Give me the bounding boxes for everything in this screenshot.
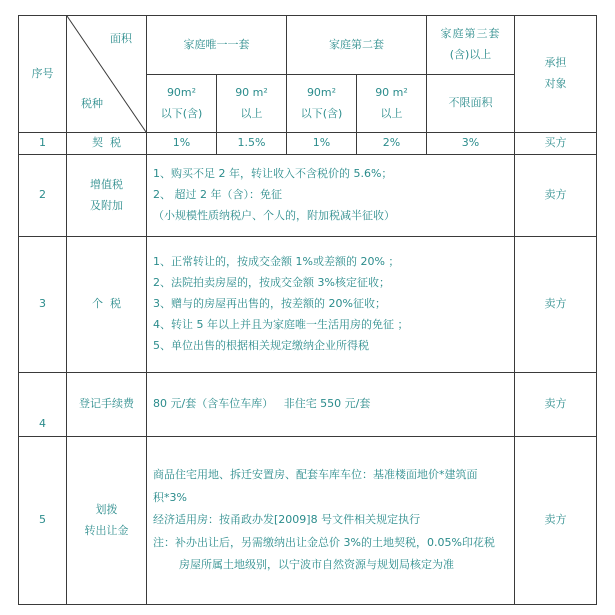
row-description: 80 元/套（含车位车库） 非住宅 550 元/套 [147,373,515,437]
header-area: 面积 [110,32,132,45]
header-diagonal-cell [67,16,147,133]
row-description: 商品住宅用地、拆迁安置房、配套车库车位：基准楼面地价*建筑面 积*3% 经济适用房：按甬政办发[2009]8 号文件相关规定执行 注：补办出让后，另需缴纳出让金总价 3%的土地契税，0.05%印花税 房屋所属土地级别，以宁波市自然资源与规划局核定为准 [147,437,515,605]
rate-cell: 1% [287,133,357,155]
row-payer: 买方 [515,133,597,155]
row-name: 划拨 转出让金 [67,437,147,605]
header-sub-d: 90 m² 以上 [357,75,427,133]
header-sub-c: 90m² 以下(含) [287,75,357,133]
row-seq: 4 [19,373,67,437]
row-name: 增值税 及附加 [67,155,147,237]
row-name: 个 税 [67,237,147,373]
table-row [19,437,597,605]
row-seq: 1 [19,133,67,155]
header-sub-e: 不限面积 [427,75,515,133]
table-row [19,237,597,373]
row-description: 1、正常转让的，按成交金额 1%或差额的 20% ； 2、法院拍卖房屋的，按成交金额 3%核定征收； 3、赠与的房屋再出售的，按差额的 20%征收； 4、转让 5 年以上并且为家庭唯一生活用房的免征 ； 5、单位出售的根据相关规定缴纳企业所得税 [147,237,515,373]
row-seq: 5 [19,437,67,605]
row-payer: 卖方 [515,237,597,373]
rate-cell: 2% [357,133,427,155]
header-second-home: 家庭第二套 [287,16,427,75]
row-description: 1、购买不足 2 年，转让收入不含税价的 5.6%； 2、 超过 2 年（含）：免征 （小规模性质纳税户、个人的，附加税减半征收） [147,155,515,237]
table-row [19,373,597,437]
header-tax-type: 税种 [81,97,103,111]
header-sub-b: 90 m² 以上 [217,75,287,133]
header-sub-a: 90m² 以下(含) [147,75,217,133]
row-seq: 2 [19,155,67,237]
tax-table [18,15,597,605]
row-payer: 卖方 [515,373,597,437]
table-row [19,133,597,155]
header-sole-home: 家庭唯一一套 [147,16,287,75]
rate-cell: 1.5% [217,133,287,155]
rate-cell: 3% [427,133,515,155]
table-row [19,155,597,237]
row-name: 登记手续费 [67,373,147,437]
header-payer: 承担 对象 [515,16,597,133]
diagonal-line [67,16,146,132]
row-payer: 卖方 [515,437,597,605]
row-name: 契 税 [67,133,147,155]
header-third-home: 家庭第三套 (含)以上 [427,16,515,75]
rate-cell: 1% [147,133,217,155]
row-payer: 卖方 [515,155,597,237]
header-seq: 序号 [19,16,67,133]
row-seq: 3 [19,237,67,373]
